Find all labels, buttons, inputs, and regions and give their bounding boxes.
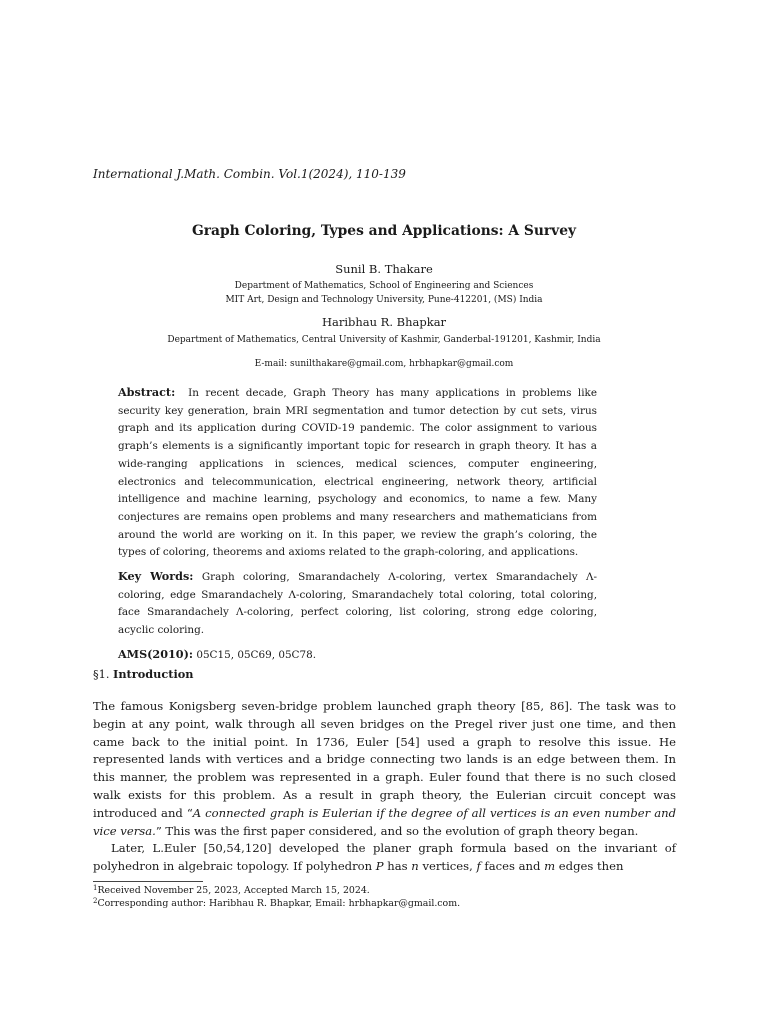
abstract-label: Abstract bbox=[118, 385, 172, 399]
abstract-block bbox=[118, 384, 597, 665]
keywords-paragraph: Key Words: Graph coloring, Smarandachely Λ-coloring, vertex Smarandachely Λ-coloring, edge Smarandachely Λ-coloring, Smarandachely total coloring, total coloring, face Smarandachely Λ-coloring, perfect coloring, list coloring, strong edge coloring, acyclic coloring. bbox=[118, 569, 597, 637]
footnote bbox=[93, 897, 460, 910]
affiliation-line: Department of Mathematics, Central University of Kashmir, Ganderbal-191201, Kashmir, India bbox=[167, 335, 601, 345]
author-affiliation-2 bbox=[0, 333, 768, 347]
keywords-label: Key Words bbox=[118, 569, 190, 584]
section-title: Introduction bbox=[113, 667, 194, 681]
section-number: §1. bbox=[93, 668, 110, 681]
footnote-text: Corresponding author: Haribhau R. Bhapkar, Email: hrbhapkar@gmail.com. bbox=[97, 898, 461, 909]
keywords-text: Graph coloring, Smarandachely Λ-coloring, vertex Smarandachely Λ-coloring, edge Smarandachely Λ-coloring, Smarandachely total coloring, total coloring, face Smarandachely Λ-coloring, perfect coloring, list coloring, strong edge coloring, acyclic coloring. bbox=[118, 571, 597, 637]
ams-label: AMS(2010) bbox=[118, 646, 189, 661]
affiliation-line: MIT Art, Design and Technology University, Pune-412201, (MS) India bbox=[225, 295, 543, 305]
affiliation-line: Department of Mathematics, School of Engineering and Sciences bbox=[234, 281, 534, 291]
footnote-mark: 1 bbox=[93, 884, 98, 892]
paper-title: Graph Coloring, Types and Applications: A Survey bbox=[192, 223, 576, 239]
author-emails: E-mail: sunilthakare@gmail.com, hrbhapkar@gmail.com bbox=[254, 359, 514, 369]
journal-citation: International J.Math. Combin. Vol.1(2024), 110-139 bbox=[93, 167, 406, 181]
author-name-2: Haribhau R. Bhapkar bbox=[321, 315, 447, 329]
body-paragraph: The famous Konigsberg seven-bridge problem launched graph theory [85, 86]. The task was to begin at any point, walk through all seven bridges on the Pregel river just one time, and then came back to the initial point. In 1736, Euler [54] used a graph to resolve this issue. He represented lands with vertices and a bridge connecting two lands is an edge between them. In this manner, the problem was represented in a graph. Euler found that there is no such closed walk exists for this problem. As a result in graph theory, the Eulerian circuit concept was introduced and “A connected graph is Eulerian if the degree of all vertices is an even number and vice versa.” This was the first paper considered, and so the evolution of graph theory began. bbox=[93, 699, 676, 838]
author-affiliation-1 bbox=[0, 279, 768, 307]
abstract-text: In recent decade, Graph Theory has many applications in problems like security key generation, brain MRI segmentation and tumor detection by cut sets, virus graph and its application during COVID-19 pandemic. The color assignment to various graph’s elements is a significantly important topic for research in graph theory. It has a wide-ranging applications in sciences, medical sciences, computer engineering, electronics and telecommunication, electrical engineering, network theory, artificial intelligence and machine learning, psychology and economics, to name a few. Many conjectures are remains open problems and many researchers and mathematicians from around the world are working on it. In this paper, we review the graph’s coloring, the types of coloring, theorems and axioms related to the graph-coloring, and applications. bbox=[118, 387, 598, 559]
footnote-divider bbox=[93, 881, 203, 882]
abstract-paragraph: Abstract: In recent decade, Graph Theory has many applications in problems like security key generation, brain MRI segmentation and tumor detection by cut sets, virus graph and its application during COVID-19 pandemic. The color assignment to various graph’s elements is a significantly important topic for research in graph theory. It has a wide-ranging applications in sciences, medical sciences, computer engineering, electronics and telecommunication, electrical engineering, network theory, artificial intelligence and machine learning, psychology and economics, to name a few. Many conjectures are remains open problems and many researchers and mathematicians from around the world are working on it. In this paper, we review the graph’s coloring, the types of coloring, theorems and axioms related to the graph-coloring, and applications. bbox=[118, 385, 598, 559]
eulerian-theorem-quote: A connected graph is Eulerian if the degree of all vertices is an even number and vice versa. bbox=[93, 805, 676, 838]
footnote bbox=[93, 884, 460, 897]
ams-text: 05C15, 05C69, 05C78. bbox=[196, 648, 317, 661]
footnote-text: Received November 25, 2023, Accepted March 15, 2024. bbox=[97, 885, 370, 896]
section-heading bbox=[93, 667, 193, 681]
body-paragraph: Later, L.Euler [50,54,120] developed the planer graph formula based on the invariant of polyhedron in algebraic topology. If polyhedron P has n vertices, f faces and m edges then bbox=[93, 841, 676, 874]
author-name-1: Sunil B. Thakare bbox=[335, 262, 433, 276]
footnotes bbox=[93, 884, 460, 910]
ams-paragraph: AMS(2010): 05C15, 05C69, 05C78. bbox=[118, 646, 317, 661]
introduction-body bbox=[93, 698, 676, 876]
footnote-mark: 2 bbox=[93, 897, 98, 905]
